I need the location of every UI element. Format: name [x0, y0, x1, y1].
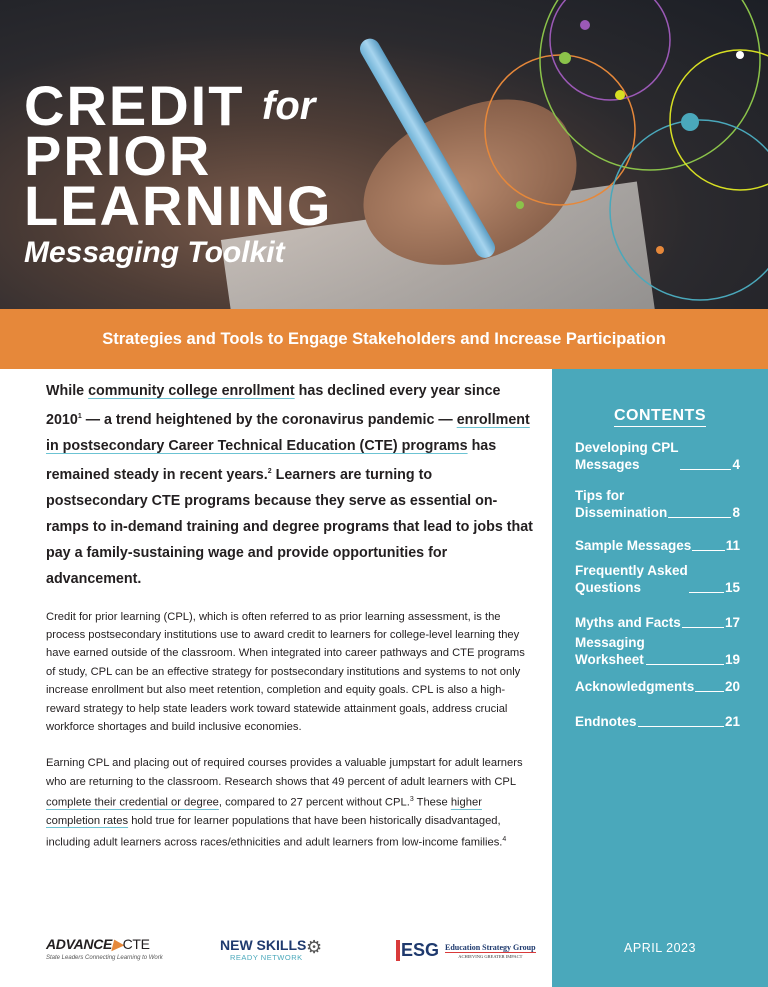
text: — a trend heightened by the coronavirus pandemic —: [81, 411, 457, 428]
title-for: for: [262, 84, 316, 128]
link-cte-enrollment[interactable]: enrollment in postsecondary Career Technical Education (CTE) programs: [46, 411, 530, 454]
toc-page: 15: [724, 580, 740, 595]
leader-line: [695, 691, 724, 692]
tagline: Strategies and Tools to Engage Stakeholders and Increase Participation: [102, 329, 666, 348]
leader-line: [638, 726, 724, 727]
leader-line: [646, 664, 724, 665]
title-credit: CREDIT: [24, 74, 245, 137]
logo-text: CTE: [122, 936, 150, 952]
toc-label: Tips for Dissemination: [575, 488, 668, 520]
logo-text: ADVANCE: [46, 936, 113, 952]
toc-label: Messaging Worksheet: [575, 635, 645, 667]
new-skills-logo: [220, 937, 323, 962]
toc-page: 4: [732, 457, 740, 472]
toc-label: Developing CPL Messages: [575, 440, 679, 472]
link-complete-credential[interactable]: complete their credential or degree: [46, 796, 219, 809]
toc-label: Frequently Asked Questions: [575, 563, 688, 595]
footnote-ref[interactable]: 2: [267, 467, 272, 475]
advance-cte-logo: ADVANCE▶CTE State Leaders Connecting Learning to Work: [46, 936, 163, 961]
leader-line: [680, 469, 732, 470]
cover-photo: [0, 0, 768, 309]
toc-label: Acknowledgments: [575, 679, 695, 694]
publication-date: APRIL 2023: [624, 941, 696, 955]
logo-tagline: ACHIEVING GREATER IMPACT: [458, 953, 523, 959]
toc-label: Sample Messages: [575, 538, 692, 553]
contents-sidebar: [552, 369, 768, 987]
logo-text: ESG: [396, 940, 439, 961]
footnote-ref[interactable]: 3: [409, 796, 414, 804]
footnote-ref[interactable]: 4: [502, 835, 507, 843]
leader-line: [682, 627, 724, 628]
link-higher-completion-rates[interactable]: higher completion rates: [46, 796, 482, 828]
lead-paragraph: [46, 378, 536, 592]
text: hold true for learner populations that have been historically disadvantaged, including adult learners across races/ethnicities and adult learners from low-income families.: [46, 815, 503, 849]
logo-tagline: State Leaders Connecting Learning to Work: [46, 955, 163, 961]
logo-text: Education Strategy Group: [445, 942, 536, 952]
toc-item[interactable]: [575, 614, 740, 631]
toc-page: 19: [724, 652, 740, 667]
toc-item[interactable]: [575, 678, 740, 695]
toc-page: 8: [732, 505, 740, 520]
logo-text: NEW SKILLS: [220, 937, 307, 953]
toc-item[interactable]: [575, 487, 740, 521]
link-community-college-enrollment[interactable]: community college enrollment: [88, 383, 295, 399]
toc-item[interactable]: [575, 439, 740, 473]
text: These: [413, 796, 451, 809]
logo-tagline: READY NETWORK: [230, 953, 303, 962]
text: has declined every year since 2010: [46, 383, 501, 428]
toc-item[interactable]: [575, 713, 740, 730]
body-paragraph-2: [46, 754, 536, 852]
leader-line: [689, 592, 724, 593]
contents-heading: [552, 407, 768, 425]
toc-label: Myths and Facts: [575, 615, 681, 630]
text: While: [46, 383, 89, 399]
leader-line: [668, 517, 731, 518]
text: Earning CPL and placing out of required courses provides a valuable jumpstart for adult learners who are returning to the classroom. Research shows that 49 percent of adult learners with CPL: [46, 757, 523, 788]
tagline-band: [0, 309, 768, 369]
footnote-ref[interactable]: 1: [77, 413, 82, 420]
title-prior: PRIOR: [24, 124, 212, 187]
toc-item[interactable]: [575, 537, 740, 554]
toc-page: 11: [725, 538, 740, 553]
gear-icon: ⚙: [306, 937, 323, 957]
text: Learners are turning to postsecondary CTE programs because they serve as essential on-ramps to in-demand training and degree programs that lead to jobs that pay a family-sustaining wage and provide opportunities for advancement.: [46, 466, 533, 587]
intro: [46, 378, 536, 852]
title-learning: LEARNING: [24, 174, 333, 237]
text: , compared to 27 percent without CPL.: [218, 796, 410, 809]
toc-label: Endnotes: [575, 714, 637, 729]
toc-page: 21: [724, 714, 740, 729]
esg-logo: [396, 940, 536, 961]
subtitle: Messaging Toolkit: [24, 236, 285, 269]
leader-line: [692, 550, 724, 551]
toc-page: 17: [724, 615, 740, 630]
text: has remained steady in recent years.: [46, 437, 497, 483]
body-paragraph-1: Credit for prior learning (CPL), which is often referred to as prior learning assessment, is the process postsecondary institutions use to award credit to learners for college-level learning they have earned outside of the classroom. When integrated into career pathways and CTE programs of study, CPL can be an effective strategy for postsecondary institutions and systems to not only increase enrollment but also meet retention, completion and equity goals. CPL is also a high-reward strategy to help state leaders work toward statewide attainment goals, address crucial workforce shortages and build inclusive economies.: [46, 610, 525, 733]
toc-item[interactable]: [575, 634, 740, 668]
contents-heading-text: CONTENTS: [614, 407, 706, 427]
toc-page: 20: [724, 679, 740, 694]
toc-item[interactable]: [575, 562, 740, 596]
